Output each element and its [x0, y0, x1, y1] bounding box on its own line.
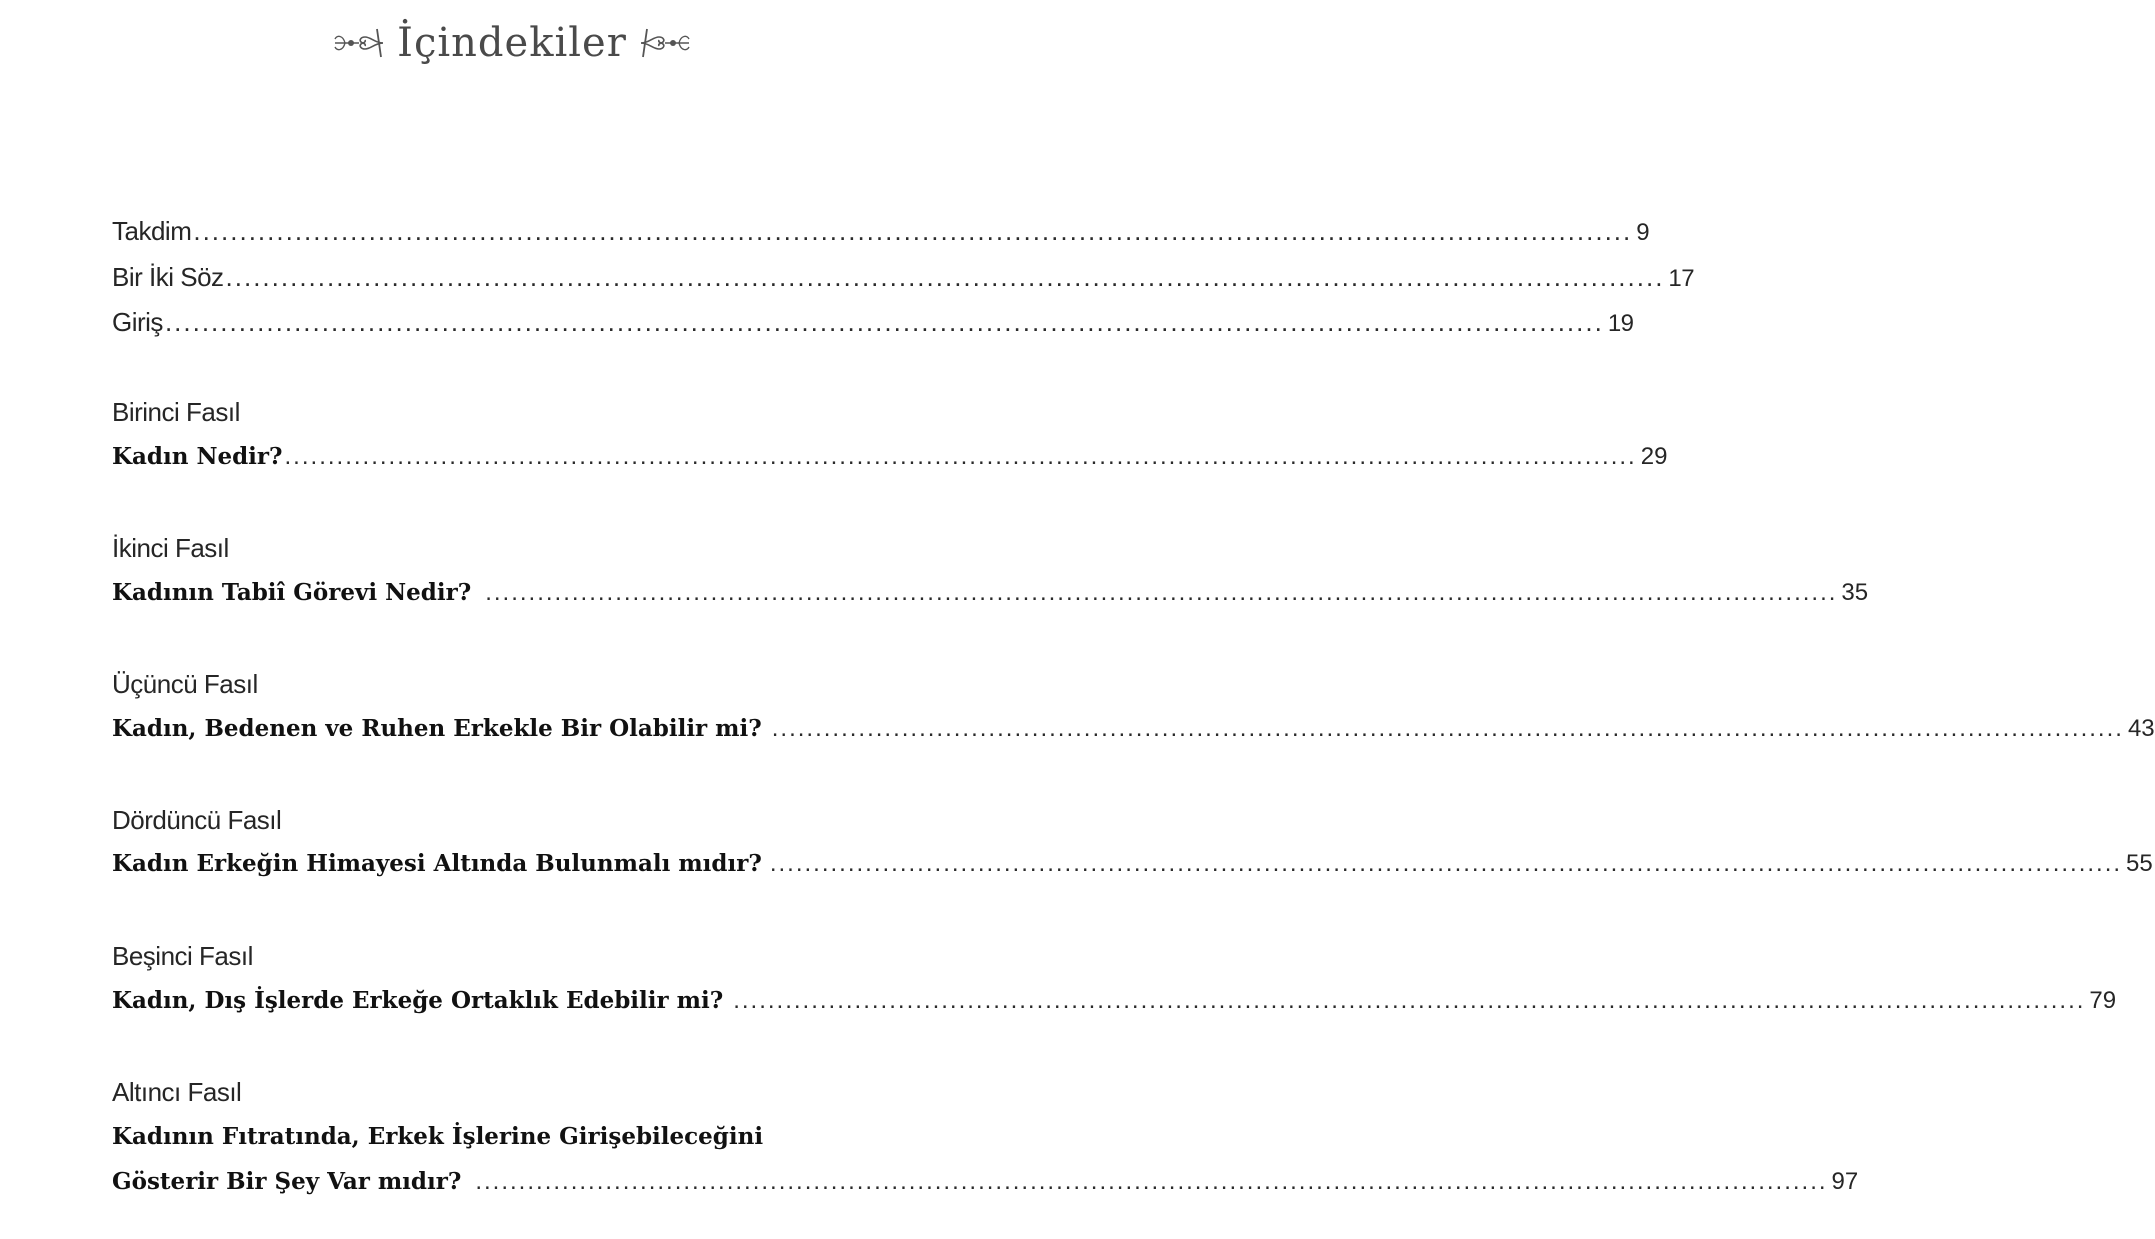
toc-entry-chapter-6[interactable]: [112, 1168, 1859, 1202]
toc-entry-title-line[interactable]: Kadının Fıtratında, Erkek İşlerine Girişebileceğini: [112, 1123, 764, 1150]
dot-leader: ............................................................................................................................................................: [769, 850, 2123, 877]
chapter-section-label: Beşinci Fasıl: [112, 941, 253, 971]
page-title: İçindekiler: [397, 20, 627, 66]
toc-entry-bir-iki-soz[interactable]: [112, 262, 1695, 296]
toc-entry-label: Kadın, Dış İşlerde Erkeğe Ortaklık Edebilir mi?: [112, 987, 724, 1014]
chapter-section-label: Üçüncü Fasıl: [112, 669, 258, 699]
toc-entry-chapter-4[interactable]: [112, 850, 2153, 884]
toc-entry-page: 79: [2089, 987, 2117, 1014]
dot-leader: ............................................................................................................................................................: [475, 1168, 1828, 1195]
chapter-section-label: Dördüncü Fasıl: [112, 805, 282, 835]
toc-entry-chapter-5[interactable]: [112, 987, 2117, 1021]
toc-entry-page: 17: [1668, 265, 1695, 292]
toc-entry-page: 97: [1831, 1168, 1859, 1195]
toc-entry-page: 19: [1607, 310, 1634, 337]
chapter-section-label: Altıncı Fasıl: [112, 1077, 242, 1107]
dot-leader: ............................................................................................................................................................: [193, 216, 1633, 246]
toc-entry-page: 43: [2127, 715, 2155, 742]
toc-entry-chapter-1[interactable]: [112, 443, 1668, 477]
toc-entry-label: Kadının Tabiî Görevi Nedir?: [112, 579, 472, 606]
toc-entry-page: 55: [2126, 850, 2153, 877]
toc-entry-label: Gösterir Bir Şey Var mıdır?: [112, 1168, 462, 1195]
chapter-section-label: İkinci Fasıl: [112, 533, 229, 563]
toc-entry-chapter-2[interactable]: [112, 579, 1869, 613]
dot-leader: ............................................................................................................................................................: [733, 987, 2086, 1014]
chapter-section-label: Birinci Fasıl: [112, 397, 240, 427]
dot-leader: ............................................................................................................................................................: [164, 307, 1604, 337]
toc-entry-page: 35: [1841, 579, 1869, 606]
toc-entry-label: Giriş: [112, 307, 163, 337]
toc-entry-chapter-3[interactable]: [112, 715, 2155, 749]
dot-leader: ............................................................................................................................................................: [284, 443, 1637, 470]
toc-entry-label: Kadın Erkeğin Himayesi Altında Bulunmalı mıdır?: [112, 850, 762, 877]
toc-entry-label: Bir İki Söz: [112, 262, 224, 292]
dot-leader: ............................................................................................................................................................: [485, 579, 1838, 606]
toc-entry-takdim[interactable]: [112, 216, 1650, 250]
toc-entry-label: Takdim: [112, 216, 192, 246]
toc-entry-label: Kadın Nedir?: [112, 443, 283, 470]
floral-ornament-icon: [331, 23, 385, 63]
toc-entry-page: 29: [1640, 443, 1668, 470]
toc-entry-page: 9: [1636, 219, 1650, 246]
dot-leader: ............................................................................................................................................................: [771, 715, 2124, 742]
floral-ornament-icon: [639, 23, 693, 63]
toc-entry-label: Kadın, Bedenen ve Ruhen Erkekle Bir Olabilir mi?: [112, 715, 762, 742]
dot-leader: ............................................................................................................................................................: [225, 262, 1665, 292]
toc-entry-giris[interactable]: [112, 307, 1634, 341]
page-header: [0, 8, 1024, 78]
